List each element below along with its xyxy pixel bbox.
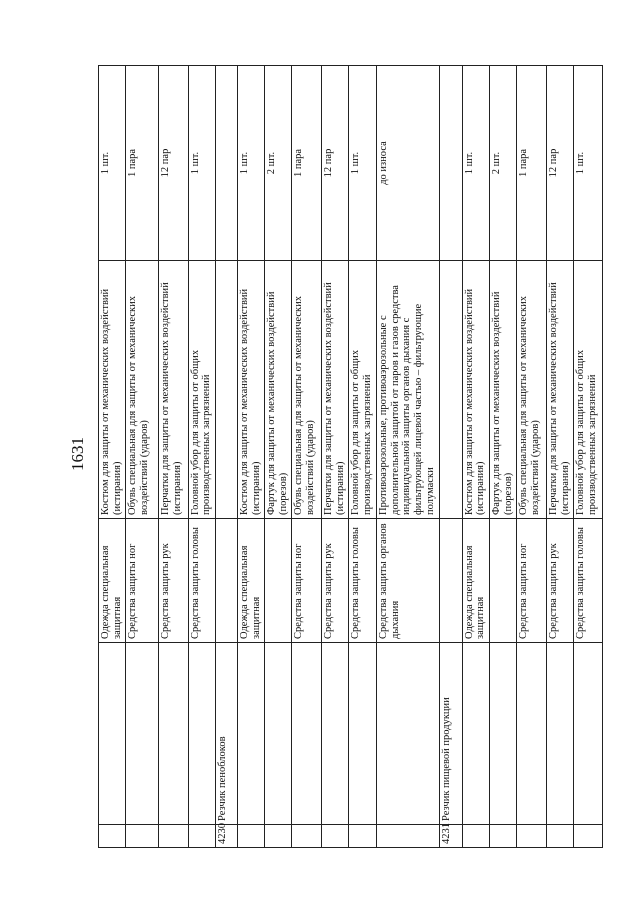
row-category: Средства защиты органов дыхания: [376, 519, 439, 643]
row-item: Головной убор для защиты от общих производственных загрязнений: [349, 261, 377, 519]
table-row: [188, 66, 215, 848]
row-profession: [322, 643, 349, 825]
table-area: [98, 66, 603, 848]
row-code: [126, 825, 159, 848]
row-profession: [574, 643, 603, 825]
table-row: [99, 66, 126, 848]
row-item: Костюм для защиты от механических воздействий (истирания): [238, 261, 265, 519]
row-quantity: 1 шт.: [349, 66, 377, 261]
table-row: [547, 66, 574, 848]
row-profession: [489, 643, 517, 825]
row-code: [99, 825, 126, 848]
row-category: Средства защиты головы: [349, 519, 377, 643]
row-profession: [265, 643, 292, 825]
table-row: [215, 66, 238, 848]
row-profession: [462, 643, 489, 825]
row-category: Средства защиты головы: [574, 519, 603, 643]
row-category: [265, 519, 292, 643]
row-profession: [126, 643, 159, 825]
ppe-table: [98, 65, 603, 848]
row-profession: [99, 643, 126, 825]
table-row: [440, 66, 463, 848]
row-code: [292, 825, 322, 848]
table-row: [376, 66, 439, 848]
row-code: [188, 825, 215, 848]
row-category: Средства защиты ног: [517, 519, 547, 643]
row-profession: [376, 643, 439, 825]
row-item: Костюм для защиты от механических воздействий (истирания): [99, 261, 126, 519]
row-code: [158, 825, 188, 848]
row-category: Средства защиты ног: [126, 519, 159, 643]
row-code: [547, 825, 574, 848]
row-profession: [238, 643, 265, 825]
row-item: Перчатки для защиты от механических воздействий (истирания): [158, 261, 188, 519]
row-quantity: 2 шт.: [489, 66, 517, 261]
table-row: [265, 66, 292, 848]
row-quantity: 12 пар: [322, 66, 349, 261]
rotated-content: [98, 66, 603, 848]
ppe-table-body: [99, 66, 603, 848]
row-item: Головной убор для защиты от общих производственных загрязнений: [188, 261, 215, 519]
table-row: [349, 66, 377, 848]
row-item: Костюм для защиты от механических воздействий (истирания): [462, 261, 489, 519]
row-code: [517, 825, 547, 848]
row-profession: Резчик пищевой продукции: [440, 643, 463, 825]
row-code: [376, 825, 439, 848]
row-profession: [188, 643, 215, 825]
row-code: 4230: [215, 825, 238, 848]
row-item: [440, 261, 463, 519]
row-code: 4231: [440, 825, 463, 848]
row-item: Обувь специальная для защиты от механических воздействий (ударов): [126, 261, 159, 519]
row-code: [574, 825, 603, 848]
row-quantity: 12 пар: [158, 66, 188, 261]
row-code: [265, 825, 292, 848]
table-row: [489, 66, 517, 848]
row-item: Фартук для защиты от механических воздействий (порезов): [265, 261, 292, 519]
table-row: [126, 66, 159, 848]
row-item: Обувь специальная для защиты от механических воздействий (ударов): [517, 261, 547, 519]
row-code: [322, 825, 349, 848]
row-item: Перчатки для защиты от механических воздействий (истирания): [547, 261, 574, 519]
row-profession: [158, 643, 188, 825]
row-category: Средства защиты рук: [322, 519, 349, 643]
row-category: Средства защиты рук: [547, 519, 574, 643]
row-quantity: 2 шт.: [265, 66, 292, 261]
row-item: Противоаэрозольные, противоаэрозольные с дополнительной защитой от паров и газов средства индивидуальной защиты органов дыхания с фильтрующей лицевой частью – фильтрующие полумаски: [376, 261, 439, 519]
row-profession: [517, 643, 547, 825]
row-quantity: 1 шт.: [462, 66, 489, 261]
row-code: [462, 825, 489, 848]
row-quantity: 1 шт.: [238, 66, 265, 261]
row-quantity: 1 пара: [126, 66, 159, 261]
table-row: [238, 66, 265, 848]
row-quantity: 1 пара: [517, 66, 547, 261]
row-quantity: [215, 66, 238, 261]
table-row: [517, 66, 547, 848]
table-row: [574, 66, 603, 848]
table-row: [322, 66, 349, 848]
row-quantity: до износа: [376, 66, 439, 261]
row-profession: Резчик пеноблоков: [215, 643, 238, 825]
table-row: [462, 66, 489, 848]
row-category: Одежда специальная защитная: [99, 519, 126, 643]
row-category: Средства защиты ног: [292, 519, 322, 643]
row-category: [215, 519, 238, 643]
table-row: [292, 66, 322, 848]
row-quantity: 1 пара: [292, 66, 322, 261]
row-item: [215, 261, 238, 519]
row-item: Головной убор для защиты от общих производственных загрязнений: [574, 261, 603, 519]
row-code: [238, 825, 265, 848]
row-item: Обувь специальная для защиты от механических воздействий (ударов): [292, 261, 322, 519]
row-category: [489, 519, 517, 643]
row-quantity: 12 пар: [547, 66, 574, 261]
row-category: [440, 519, 463, 643]
row-profession: [547, 643, 574, 825]
row-item: Перчатки для защиты от механических воздействий (истирания): [322, 261, 349, 519]
row-category: Одежда специальная защитная: [238, 519, 265, 643]
row-quantity: 1 шт.: [99, 66, 126, 261]
row-quantity: 1 шт.: [188, 66, 215, 261]
row-profession: [292, 643, 322, 825]
row-quantity: [440, 66, 463, 261]
row-code: [489, 825, 517, 848]
row-category: Одежда специальная защитная: [462, 519, 489, 643]
row-code: [349, 825, 377, 848]
page-number: 1631: [68, 437, 87, 471]
row-category: Средства защиты рук: [158, 519, 188, 643]
row-quantity: 1 шт.: [574, 66, 603, 261]
row-profession: [349, 643, 377, 825]
row-item: Фартук для защиты от механических воздействий (порезов): [489, 261, 517, 519]
table-row: [158, 66, 188, 848]
row-category: Средства защиты головы: [188, 519, 215, 643]
